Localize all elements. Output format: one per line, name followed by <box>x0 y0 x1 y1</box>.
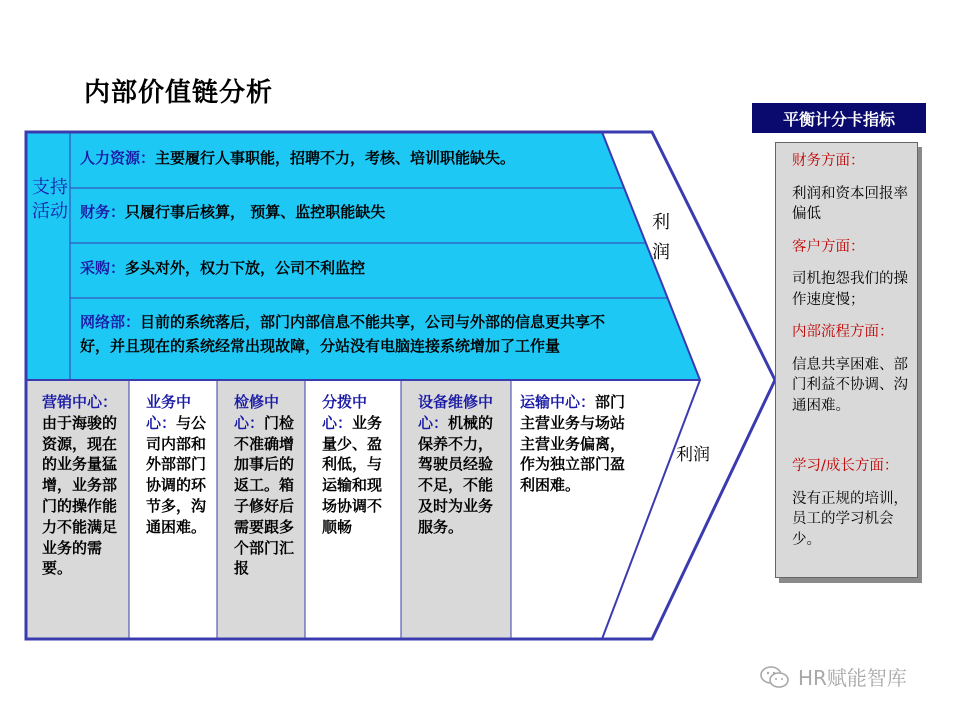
bsc-header: 平衡计分卡指标 <box>752 103 926 133</box>
primary-col-maintenance-head: 设备维修中心： <box>418 393 494 432</box>
support-row-hr-text: 主要履行人事职能，招聘不力，考核、培训职能缺失。 <box>155 149 516 167</box>
bsc-panel <box>775 142 918 578</box>
support-row-procurement-head: 采购： <box>80 259 126 277</box>
primary-col-transport-head: 运输中心： <box>520 393 596 411</box>
watermark <box>760 662 907 691</box>
support-row-finance-head: 财务： <box>80 203 126 221</box>
bsc-category-process: 内部流程方面： <box>792 324 894 340</box>
bsc-category-learning: 学习/成长方面： <box>792 458 899 474</box>
primary-col-business-text: 与公司内部和外部部门协调的环节多，沟通困难。 <box>146 413 207 536</box>
support-row-hr <box>80 146 590 170</box>
primary-col-maintenance-text: 机械的保养不力，驾驶员经验不足，不能及时为业务服务。 <box>418 413 494 536</box>
primary-col-business-head: 业务中心： <box>146 393 192 432</box>
primary-col-distribution <box>322 392 388 538</box>
primary-col-inspection-text: 门检不准确增加事后的返工。箱子修好后需要跟多个部门汇报 <box>234 413 295 578</box>
bsc-category-customer: 客户方面： <box>792 238 865 255</box>
wechat-icon <box>760 665 790 689</box>
bsc-text-process: 信息共享困难、部门利益不协调、沟通困难。 <box>792 356 908 414</box>
primary-col-inspection-head: 检修中心： <box>234 393 280 432</box>
bsc-text-finance: 利润和资本回报率偏低 <box>792 185 908 222</box>
support-row-hr-head: 人力资源： <box>80 149 156 167</box>
bsc-text-customer: 司机抱怨我们的操作速度慢； <box>792 271 908 308</box>
primary-col-inspection <box>234 392 300 579</box>
profit-top-char-1: 利 <box>652 212 670 233</box>
bsc-category-finance: 财务方面： <box>792 153 865 169</box>
profit-label-top <box>650 208 672 268</box>
primary-col-marketing-text: 由于海骏的资源，现在的业务量猛增，业务部门的操作能力不能满足业务的需要。 <box>42 413 118 578</box>
bsc-text-learning: 没有正规的培训，员工的学习机会少。 <box>792 490 908 548</box>
support-activities-label: 支持活动 <box>32 177 68 222</box>
support-row-network-text: 目前的系统落后，部门内部信息不能共享，公司与外部的信息更共享不好，并且现在的系统经常出现故障，分站没有电脑连接系统增加了工作量 <box>80 313 606 355</box>
primary-col-transport <box>520 392 632 496</box>
primary-col-distribution-head: 分拨中心： <box>322 393 368 432</box>
support-row-finance <box>80 200 610 224</box>
support-row-procurement-text: 多头对外，权力下放，公司不利监控 <box>125 259 366 277</box>
profit-label-bottom: 利润 <box>676 445 710 465</box>
profit-top-char-2: 润 <box>652 242 670 263</box>
primary-col-marketing <box>42 392 126 579</box>
support-row-procurement <box>80 256 630 280</box>
primary-col-maintenance <box>418 392 502 538</box>
support-row-network <box>80 310 632 358</box>
support-row-network-head: 网络部： <box>80 313 141 331</box>
primary-col-marketing-head: 营销中心： <box>42 393 118 411</box>
page-title: 内部价值链分析 <box>84 78 274 108</box>
primary-col-business <box>146 392 212 538</box>
watermark-text: HR赋能智库 <box>798 666 907 690</box>
primary-col-transport-text: 部门主营业务与场站主营业务偏离，作为独立部门盈利困难。 <box>520 393 626 495</box>
support-row-finance-text: 只履行事后核算， 预算、监控职能缺失 <box>125 203 386 221</box>
primary-col-distribution-text: 业务量少、盈利低，与运输和现场协调不顺畅 <box>322 413 383 536</box>
